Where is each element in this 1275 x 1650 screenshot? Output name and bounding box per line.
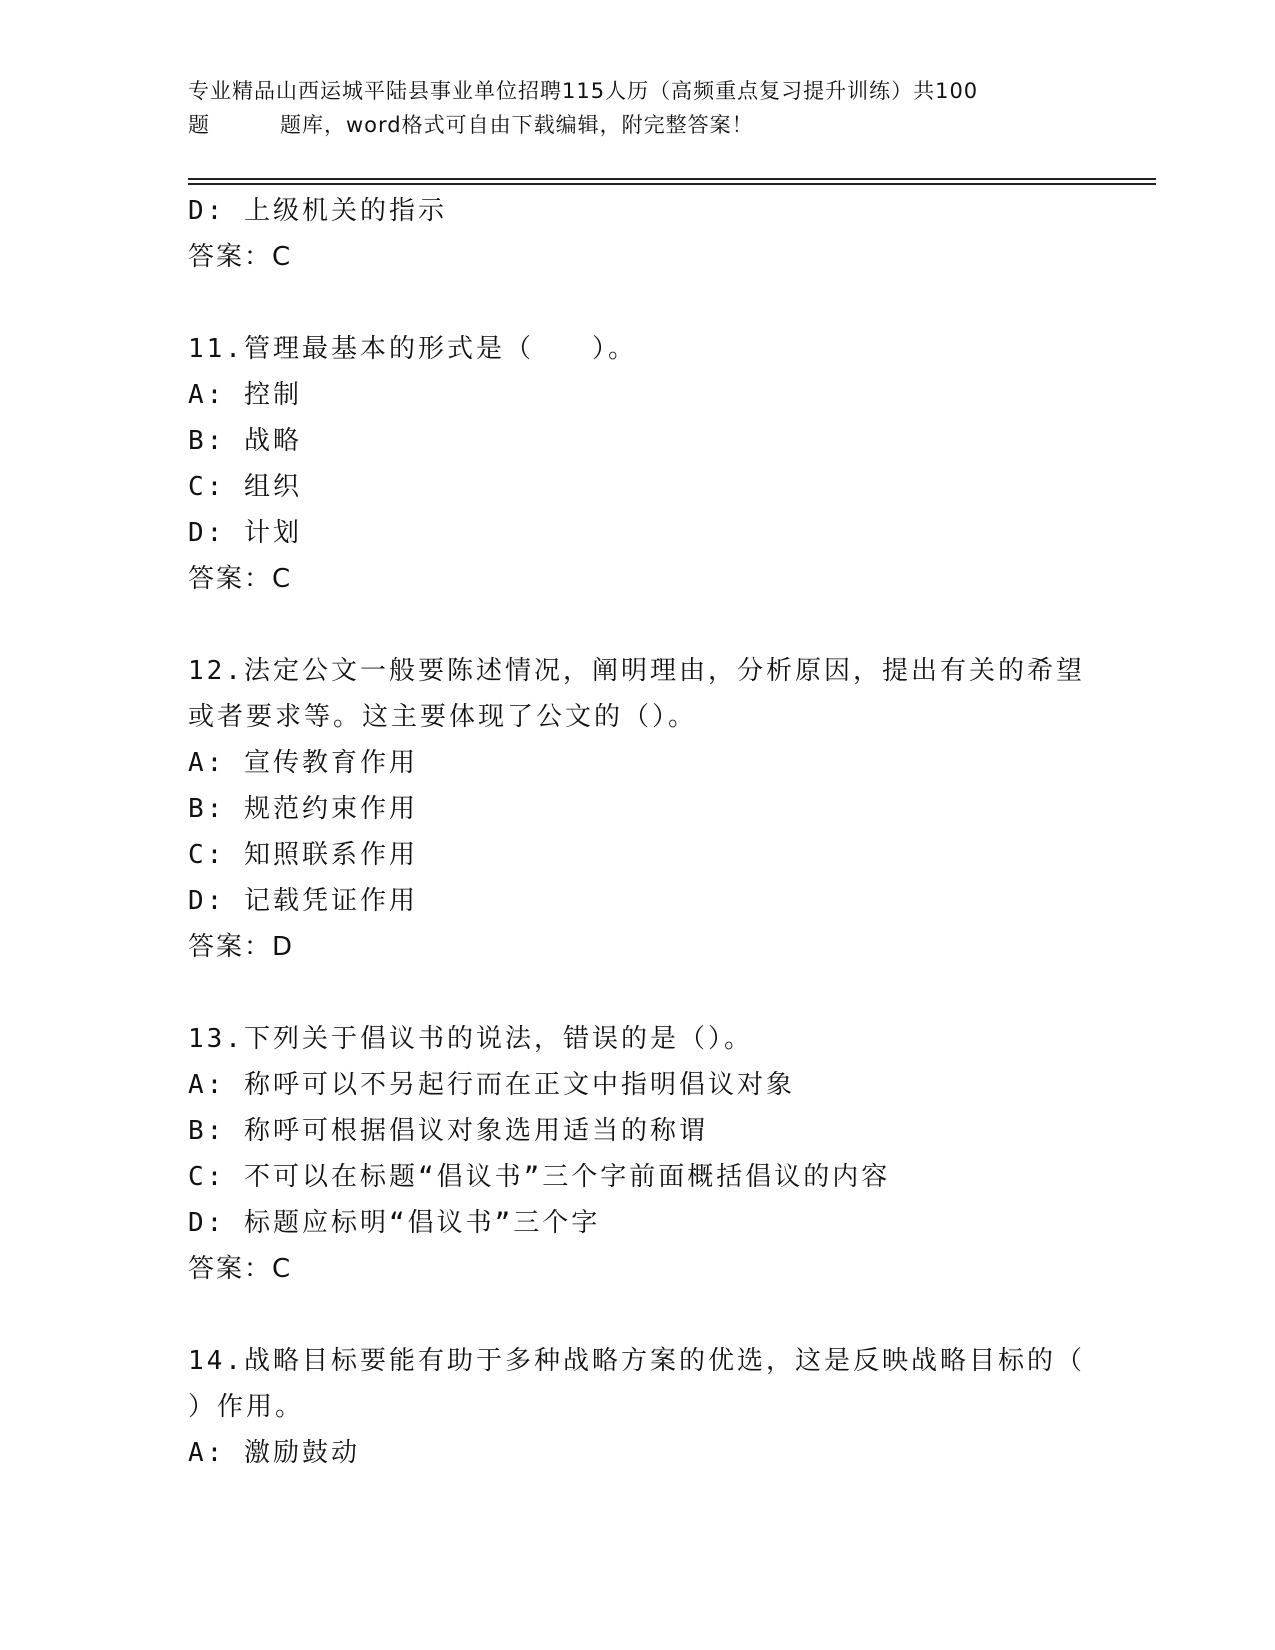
option-d: D: 上级机关的指示: [188, 196, 447, 226]
spacer: [188, 280, 1088, 326]
question-stem-line1: 12.法定公文一般要陈述情况，阐明理由，分析原因，提出有关的希望: [188, 656, 1085, 686]
header-title-line2: [188, 108, 1088, 142]
option-b: B: 规范约束作用: [188, 794, 418, 824]
question-stem-line1: 14.战略目标要能有助于多种战略方案的优选，这是反映战略目标的（: [188, 1346, 1085, 1376]
answer-line: 答案：C: [188, 564, 293, 594]
question-13: [188, 1016, 1088, 1292]
prev-question-tail: [188, 188, 1088, 280]
header-rule-bottom: [188, 183, 1156, 185]
option-c: C: 知照联系作用: [188, 840, 418, 870]
option-a: A: 激励鼓动: [188, 1438, 360, 1468]
spacer: [188, 1292, 1088, 1338]
option-d: D: 记载凭证作用: [188, 886, 418, 916]
header-line2-head: 题: [188, 113, 210, 137]
question-stem: 11.管理最基本的形式是（ ）。: [188, 334, 637, 364]
option-d: D: 标题应标明“倡议书”三个字: [188, 1208, 601, 1238]
spacer: [188, 970, 1088, 1016]
question-list: [188, 188, 1088, 1476]
option-a: A: 控制: [188, 380, 302, 410]
question-stem-line2: ）作用。: [188, 1392, 305, 1422]
option-b: B: 称呼可根据倡议对象选用适当的称谓: [188, 1116, 708, 1146]
option-b: B: 战略: [188, 426, 302, 456]
answer-line: 答案：D: [188, 932, 295, 962]
option-a: A: 宣传教育作用: [188, 748, 418, 778]
answer-line: 答案：C: [188, 1254, 293, 1284]
option-d: D: 计划: [188, 518, 302, 548]
question-stem-line2: 或者要求等。这主要体现了公文的（）。: [188, 702, 698, 732]
option-a: A: 称呼可以不另起行而在正文中指明倡议对象: [188, 1070, 795, 1100]
question-12: [188, 648, 1088, 970]
question-stem: 13.下列关于倡议书的说法，错误的是（）。: [188, 1024, 753, 1054]
document-header: [188, 74, 1088, 142]
question-14: [188, 1338, 1088, 1476]
header-rule-top: [188, 178, 1156, 180]
header-title-line1: 专业精品山西运城平陆县事业单位招聘115人历（高频重点复习提升训练）共100: [188, 79, 979, 103]
option-c: C: 不可以在标题“倡议书”三个字前面概括倡议的内容: [188, 1162, 891, 1192]
spacer: [188, 602, 1088, 648]
question-11: [188, 326, 1088, 602]
option-c: C: 组织: [188, 472, 302, 502]
header-line2-tail: 题库，word格式可自由下载编辑，附完整答案！: [280, 113, 754, 137]
answer-line: 答案：C: [188, 242, 293, 272]
